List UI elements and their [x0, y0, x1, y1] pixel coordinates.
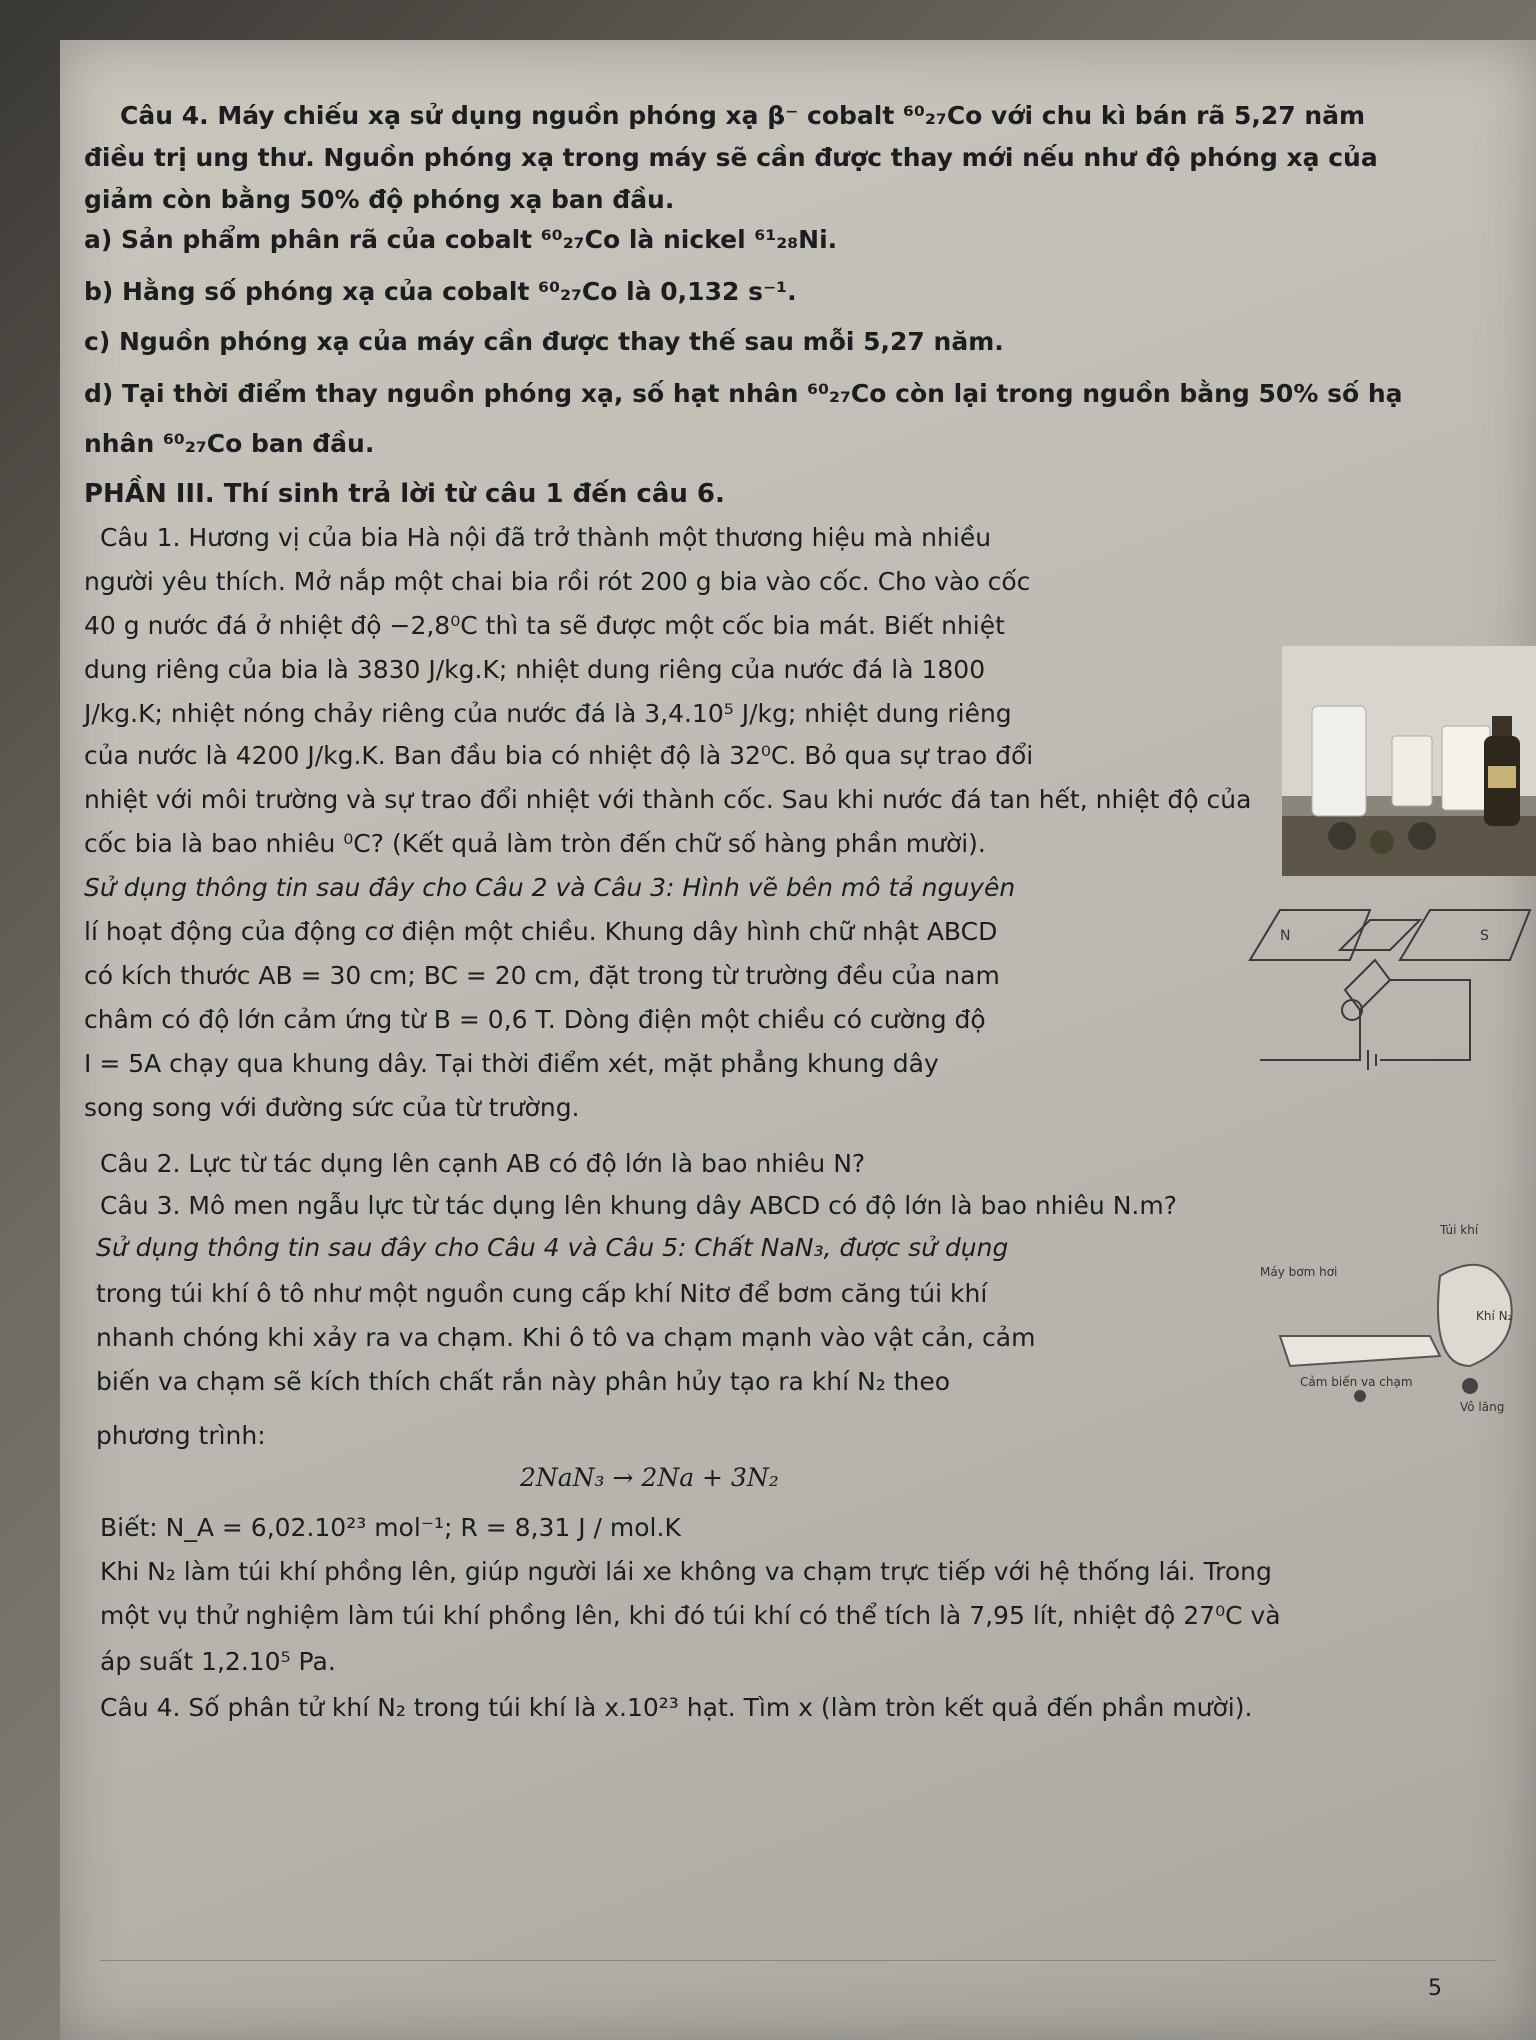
- motor-intro-line-1: Sử dụng thông tin sau đây cho Câu 2 và Câu 3: Hình vẽ bên mô tả nguyên: [84, 873, 1016, 902]
- pump-label: Máy bơm hơi: [1260, 1265, 1338, 1279]
- sensor-label: Cảm biến va chạm: [1300, 1375, 1413, 1389]
- motor-line-3: có kích thước AB = 30 cm; BC = 20 cm, đặt trong từ trường đều của nam: [84, 961, 1000, 990]
- q4-option-b: b) Hằng số phóng xạ của cobalt ⁶⁰₂₇Co là 0,132 s⁻¹.: [84, 277, 797, 306]
- reaction-equation: 2NaN₃ → 2Na + 3N₂: [520, 1463, 779, 1492]
- c1-line-1: Câu 1. Hương vị của bia Hà nội đã trở thành một thương hiệu mà nhiều: [100, 523, 992, 552]
- c1-line-3: 40 g nước đá ở nhiệt độ −2,8⁰C thì ta sẽ được một cốc bia mát. Biết nhiệt: [84, 611, 1005, 640]
- airbag-line-7: một vụ thử nghiệm làm túi khí phồng lên, khi đó túi khí có thể tích là 7,95 lít, nhiệt độ 27⁰C và: [100, 1601, 1281, 1630]
- c1-line-5: J/kg.K; nhiệt nóng chảy riêng của nước đá là 3,4.10⁵ J/kg; nhiệt dung riêng: [84, 699, 1012, 728]
- airbag-line-5: phương trình:: [96, 1421, 266, 1450]
- c1-line-2: người yêu thích. Mở nắp một chai bia rồi rót 200 g bia vào cốc. Cho vào cốc: [84, 567, 1031, 596]
- c1-line-8: cốc bia là bao nhiêu ⁰C? (Kết quả làm tròn đến chữ số hàng phần mười).: [84, 829, 986, 858]
- airbag-line-8: áp suất 1,2.10⁵ Pa.: [100, 1647, 336, 1676]
- page-number: 5: [1428, 1976, 1442, 2001]
- wheel-label: Vô lăng: [1460, 1400, 1505, 1414]
- c4-bottom-text: Câu 4. Số phân tử khí N₂ trong túi khí là x.10²³ hạt. Tìm x (làm tròn kết quả đến phần mười).: [100, 1693, 1253, 1722]
- airbag-figure: [1240, 1216, 1536, 1416]
- c2-text: Câu 2. Lực từ tác dụng lên cạnh AB có độ lớn là bao nhiêu N?: [100, 1149, 866, 1178]
- airbag-intro-line-1: Sử dụng thông tin sau đây cho Câu 4 và Câu 5: Chất NaN₃, được sử dụng: [96, 1233, 1009, 1262]
- motor-line-2: lí hoạt động của động cơ điện một chiều. Khung dây hình chữ nhật ABCD: [84, 917, 998, 946]
- c3-text: Câu 3. Mô men ngẫu lực từ tác dụng lên khung dây ABCD có độ lớn là bao nhiêu N.m?: [100, 1191, 1177, 1220]
- dc-motor-figure: [1240, 890, 1536, 1120]
- q4-line-1: Câu 4. Máy chiếu xạ sử dụng nguồn phóng xạ β⁻ cobalt ⁶⁰₂₇Co với chu kì bán rã 5,27 năm: [120, 101, 1366, 130]
- q4-line-3: giảm còn bằng 50% độ phóng xạ ban đầu.: [84, 185, 675, 214]
- q4-option-d-line-1: d) Tại thời điểm thay nguồn phóng xạ, số hạt nhân ⁶⁰₂₇Co còn lại trong nguồn bằng 50% số hạ: [84, 379, 1403, 408]
- footer-rule: [100, 1960, 1496, 1961]
- c1-line-7: nhiệt với môi trường và sự trao đổi nhiệt với thành cốc. Sau khi nước đá tan hết, nhiệt độ của: [84, 785, 1252, 814]
- motor-line-6: song song với đường sức của từ trường.: [84, 1093, 580, 1122]
- airbag-label: Túi khí: [1440, 1223, 1479, 1237]
- q4-option-d-line-2: nhân ⁶⁰₂₇Co ban đầu.: [84, 429, 375, 458]
- q4-option-c: c) Nguồn phóng xạ của máy cần được thay thế sau mỗi 5,27 năm.: [84, 327, 1004, 356]
- c1-line-6: của nước là 4200 J/kg.K. Ban đầu bia có nhiệt độ là 32⁰C. Bỏ qua sự trao đổi: [84, 741, 1034, 770]
- beer-photo: [1282, 646, 1536, 876]
- airbag-line-6: Khi N₂ làm túi khí phồng lên, giúp người lái xe không va chạm trực tiếp với hệ thống lái. Trong: [100, 1557, 1272, 1586]
- textbook-page: [60, 40, 1536, 2040]
- c1-line-4: dung riêng của bia là 3830 J/kg.K; nhiệt dung riêng của nước đá là 1800: [84, 655, 986, 684]
- airbag-line-2: trong túi khí ô tô như một nguồn cung cấp khí Nitơ để bơm căng túi khí: [96, 1279, 988, 1308]
- magnet-north-label: N: [1280, 928, 1291, 944]
- nitrogen-label: Khí N₂: [1476, 1309, 1513, 1323]
- part-heading: PHẦN III. Thí sinh trả lời từ câu 1 đến câu 6.: [84, 479, 725, 509]
- given-constants: Biết: N_A = 6,02.10²³ mol⁻¹; R = 8,31 J / mol.K: [100, 1513, 681, 1542]
- q4-option-a: a) Sản phẩm phân rã của cobalt ⁶⁰₂₇Co là nickel ⁶¹₂₈Ni.: [84, 225, 838, 254]
- q4-line-2: điều trị ung thư. Nguồn phóng xạ trong máy sẽ cần được thay mới nếu như độ phóng xạ của: [84, 143, 1378, 172]
- motor-line-4: châm có độ lớn cảm ứng từ B = 0,6 T. Dòng điện một chiều có cường độ: [84, 1005, 986, 1034]
- magnet-south-label: S: [1480, 928, 1489, 944]
- airbag-line-4: biến va chạm sẽ kích thích chất rắn này phân hủy tạo ra khí N₂ theo: [96, 1367, 951, 1396]
- airbag-line-3: nhanh chóng khi xảy ra va chạm. Khi ô tô va chạm mạnh vào vật cản, cảm: [96, 1323, 1036, 1352]
- motor-line-5: I = 5A chạy qua khung dây. Tại thời điểm xét, mặt phẳng khung dây: [84, 1049, 939, 1078]
